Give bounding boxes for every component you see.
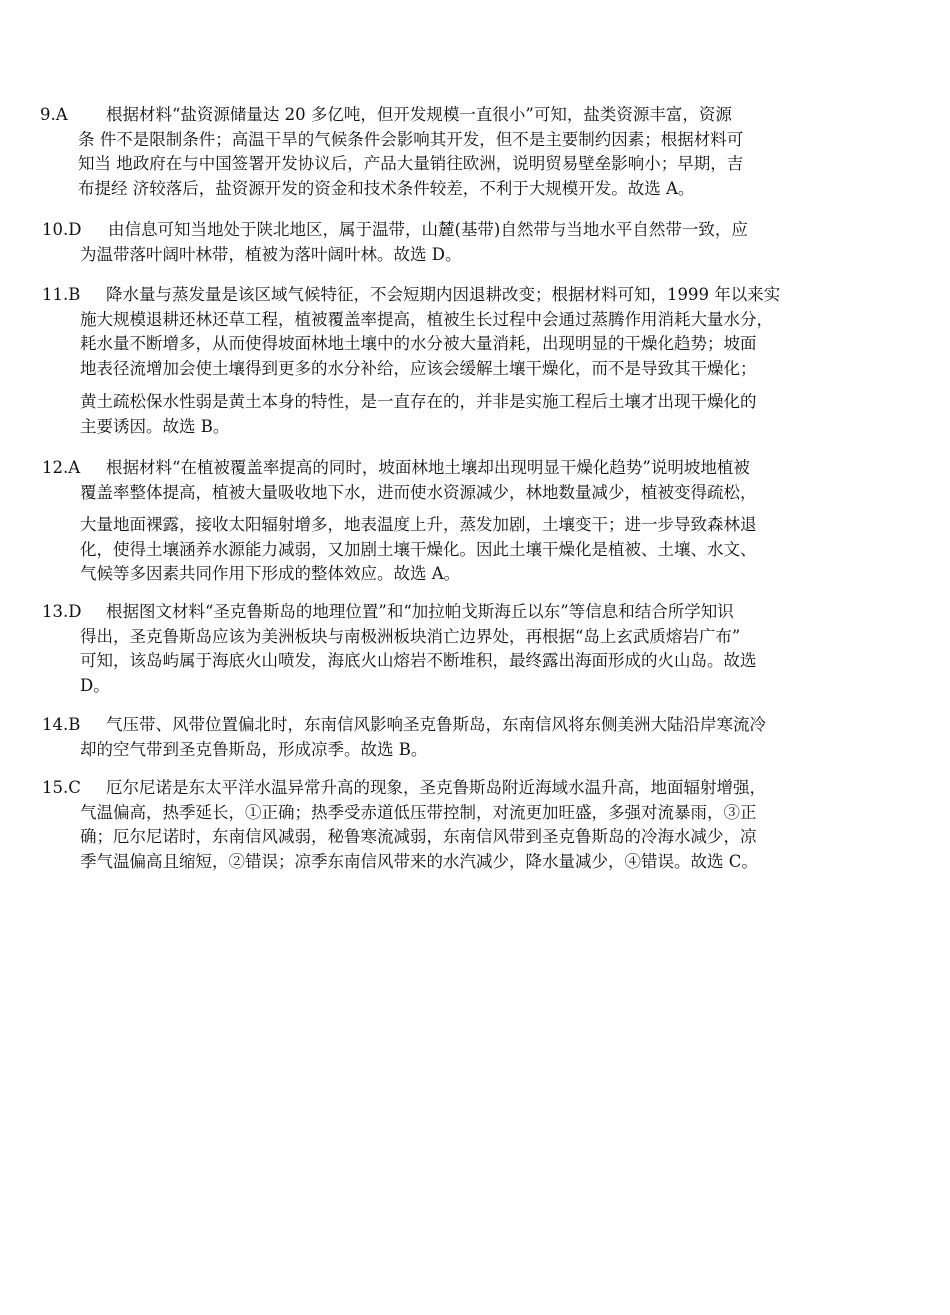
answer-text-line: 气压带、风带位置偏北时，东南信风影响圣克鲁斯岛，东南信风将东侧美洲大陆沿岸寒流冷 xyxy=(106,715,766,734)
answer-13 xyxy=(42,600,862,698)
answer-text-line: 主要诱因。故选 B。 xyxy=(80,416,230,436)
answer-text-line: 布提经 济较落后，盐资源开发的资金和技术条件较差，不利于大规模开发。故选 A。 xyxy=(78,178,695,198)
answer-text-line: 根据图文材料“圣克鲁斯岛的地理位置”和“加拉帕戈斯海丘以东”等信息和结合所学知识 xyxy=(106,602,734,621)
answer-text-line: 条 件不是限制条件；高温干旱的气候条件会影响其开发，但不是主要制约因素；根据材料可 xyxy=(78,129,744,149)
answer-number: 14.B xyxy=(42,715,81,734)
answer-number: 13.D xyxy=(42,602,82,621)
answer-text-line: 气候等多因素共同作用下形成的整体效应。故选 A。 xyxy=(80,564,461,583)
answer-text-line: 根据材料“盐资源储量达 20 多亿吨，但开发规模一直很小”可知，盐类资源丰富，资源 xyxy=(106,105,732,124)
answer-text-line: 可知，该岛屿属于海底火山喷发，海底火山熔岩不断堆积，最终露出海面形成的火山岛。故选 xyxy=(80,651,757,670)
answer-14 xyxy=(42,713,862,762)
answer-10 xyxy=(42,218,862,267)
answer-text-line: 降水量与蒸发量是该区域气候特征，不会短期内因退耕改变；根据材料可知，1999 年以来实 xyxy=(106,285,781,304)
answer-number: 15.C xyxy=(42,778,81,797)
answer-9 xyxy=(40,103,860,201)
answer-11 xyxy=(42,283,862,439)
answer-text-line: 大量地面裸露，接收太阳辐射增多，地表温度上升，蒸发加剧，土壤变干；进一步导致森林退 xyxy=(80,515,757,534)
answer-number: 10.D xyxy=(42,220,82,239)
answer-text-line: 知当 地政府在与中国签署开发协议后，产品大量销往欧洲，说明贸易壁垒影响小；早期，吉 xyxy=(78,154,744,173)
answer-text-line: D。 xyxy=(80,675,110,695)
answer-text-line: 为温带落叶阔叶林带，植被为落叶阔叶林。故选 D。 xyxy=(80,244,462,264)
answer-number: 11.B xyxy=(42,285,81,304)
answer-text-line: 耗水量不断增多，从而使得坡面林地土壤中的水分被大量消耗，出现明显的干燥化趋势；坡面 xyxy=(80,334,757,353)
answer-15 xyxy=(42,776,862,874)
answer-text-line: 化，使得土壤涵养水源能力减弱，又加剧土壤干燥化。因此土壤干燥化是植被、土壤、水文、 xyxy=(80,539,757,559)
answer-text-line: 根据材料“在植被覆盖率提高的同时，坡面林地土壤却出现明显干燥化趋势”说明坡地植被 xyxy=(106,458,750,477)
answer-text-line: 地表径流增加会使土壤得到更多的水分补给，应该会缓解土壤干燥化，而不是导致其干燥化； xyxy=(80,358,757,378)
answer-text-line: 确；厄尔尼诺时，东南信风减弱，秘鲁寒流减弱，东南信风带到圣克鲁斯岛的冷海水减少，凉 xyxy=(80,827,757,846)
answer-number: 9.A xyxy=(40,105,68,124)
answer-text-line: 由信息可知当地处于陕北地区，属于温带，山麓(基带)自然带与当地水平自然带一致，应 xyxy=(108,220,748,239)
answer-text-line: 得出，圣克鲁斯岛应该为美洲板块与南极洲板块消亡边界处，再根据“岛上玄武质熔岩广布” xyxy=(80,626,741,646)
answer-12 xyxy=(42,456,862,587)
answer-text-line: 气温偏高，热季延长，①正确；热季受赤道低压带控制，对流更加旺盛，多强对流暴雨，③正 xyxy=(80,802,757,822)
answer-text-line: 厄尔尼诺是东太平洋水温异常升高的现象，圣克鲁斯岛附近海域水温升高，地面辐射增强， xyxy=(106,778,766,797)
answer-text-line: 覆盖率整体提高，植被大量吸收地下水，进而使水资源减少，林地数量减少，植被变得疏松， xyxy=(80,482,757,502)
answer-number: 12.A xyxy=(42,458,81,477)
answer-text-line: 却的空气带到圣克鲁斯岛，形成凉季。故选 B。 xyxy=(80,739,428,759)
answer-text-line: 黄土疏松保水性弱是黄土本身的特性，是一直存在的，并非是实施工程后土壤才出现干燥化的 xyxy=(80,392,757,411)
answer-text-line: 季气温偏高且缩短，②错误；凉季东南信风带来的水汽减少，降水量减少，④错误。故选 C。 xyxy=(80,851,758,871)
answer-text-line: 施大规模退耕还林还草工程，植被覆盖率提高，植被生长过程中会通过蒸腾作用消耗大量水分， xyxy=(80,309,773,329)
